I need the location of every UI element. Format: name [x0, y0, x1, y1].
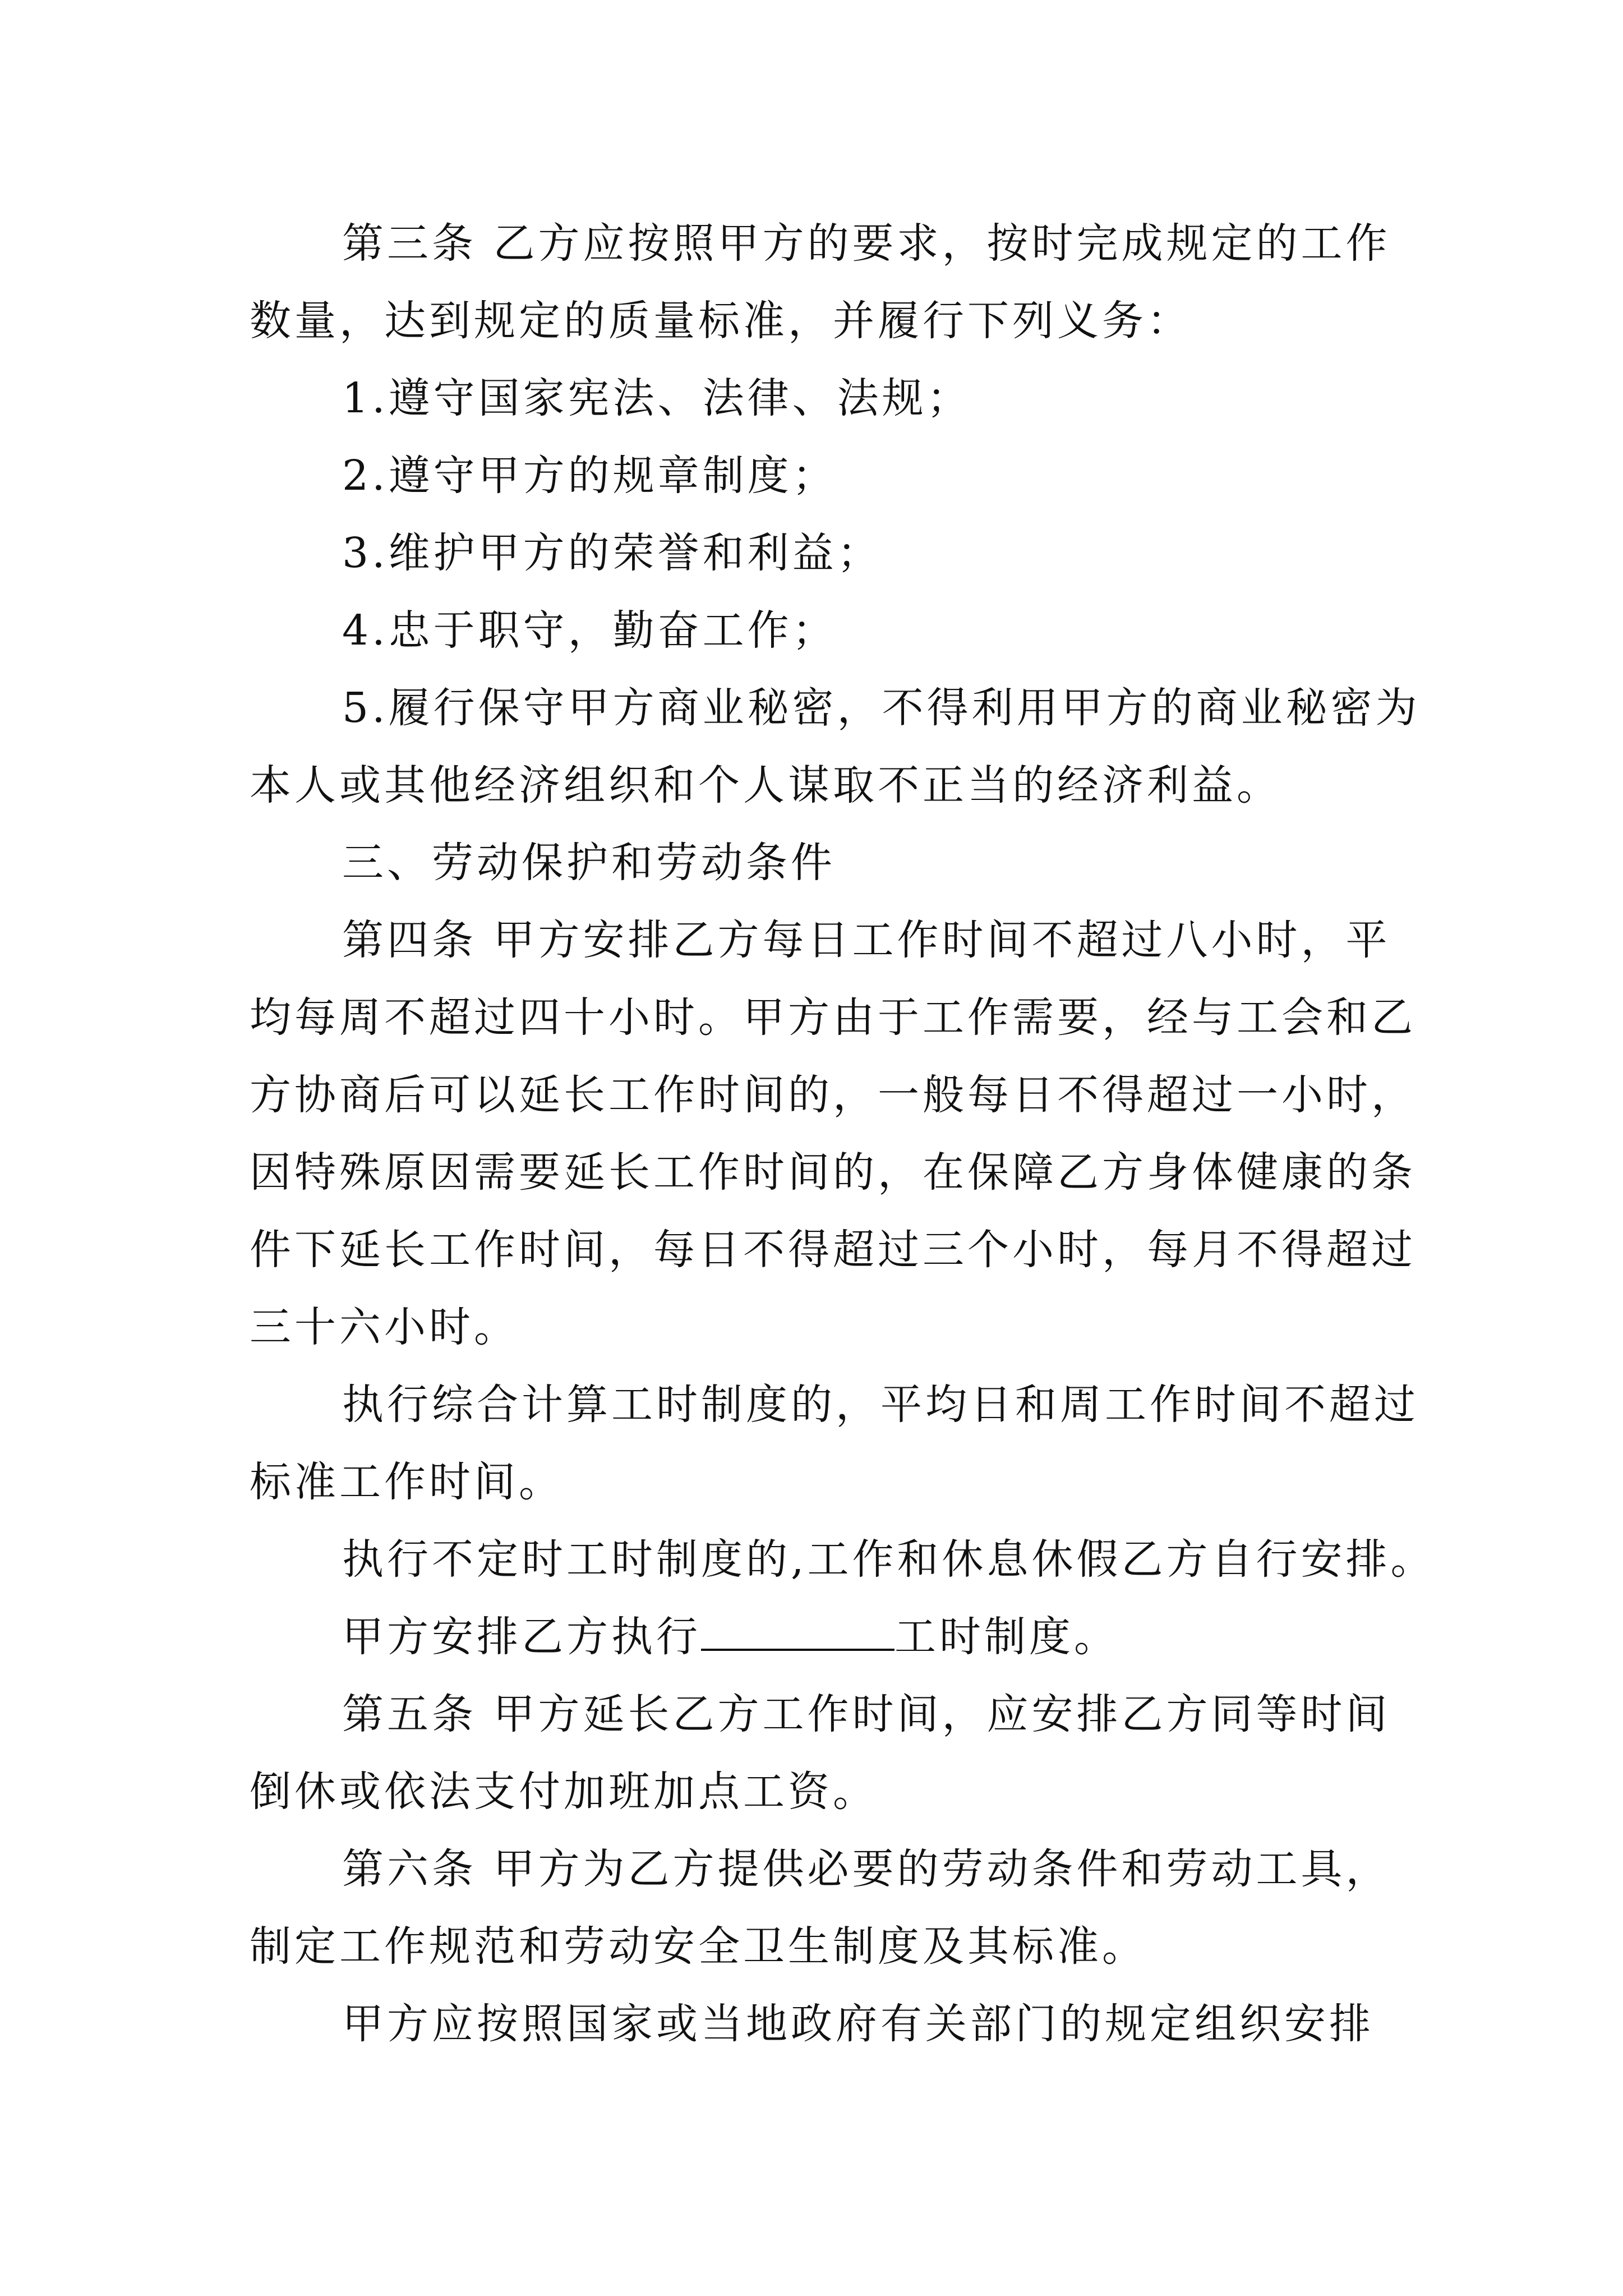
article-4-line-1: 第四条 甲方安排乙方每日工作时间不超过八小时，平 [342, 916, 1391, 964]
obligation-item-3: 3.维护甲方的荣誉和利益； [342, 529, 882, 577]
comprehensive-hours-line-2: 标准工作时间。 [250, 1458, 564, 1506]
article-3-line-1: 第三条 乙方应按照甲方的要求，按时完成规定的工作 [342, 219, 1391, 268]
article-6-line-3: 甲方应按照国家或当地政府有关部门的规定组织安排 [342, 2000, 1374, 2048]
article-4-line-6: 三十六小时。 [250, 1303, 519, 1351]
article-6-line-1: 第六条 甲方为乙方提供必要的劳动条件和劳动工具， [342, 1845, 1391, 1893]
article-6-line-2: 制定工作规范和劳动安全卫生制度及其标准。 [250, 1922, 1147, 1971]
article-4-line-2: 均每周不超过四十小时。甲方由于工作需要，经与工会和乙 [250, 993, 1416, 1042]
comprehensive-hours-line-1: 执行综合计算工时制度的，平均日和周工作时间不超过 [342, 1381, 1419, 1429]
hours-system-prefix: 甲方安排乙方执行 [342, 1613, 701, 1661]
article-5-line-1: 第五条 甲方延长乙方工作时间，应安排乙方同等时间 [342, 1690, 1391, 1738]
article-3-line-2: 数量，达到规定的质量标准，并履行下列义务： [250, 297, 1192, 345]
section-heading-labor-protection: 三、劳动保护和劳动条件 [342, 839, 836, 887]
hours-system-fill-line [342, 1609, 1119, 1665]
article-4-line-5: 件下延长工作时间，每日不得超过三个小时，每月不得超过 [250, 1226, 1416, 1274]
article-4-line-4: 因特殊原因需要延长工作时间的，在保障乙方身体健康的条 [250, 1148, 1416, 1197]
flexible-hours-line: 执行不定时工时制度的,工作和休息休假乙方自行安排。 [342, 1535, 1436, 1584]
obligation-item-5-line-2: 本人或其他经济组织和个人谋取不正当的经济利益。 [250, 761, 1281, 809]
obligation-item-2: 2.遵守甲方的规章制度； [342, 452, 837, 500]
hours-system-suffix: 工时制度。 [895, 1613, 1119, 1661]
hours-system-blank [701, 1615, 895, 1651]
article-4-line-3: 方协商后可以延长工作时间的，一般每日不得超过一小时， [250, 1071, 1416, 1119]
obligation-item-5-line-1: 5.履行保守甲方商业秘密，不得利用甲方的商业秘密为 [342, 684, 1421, 732]
obligation-item-4: 4.忠于职守，勤奋工作； [342, 606, 837, 655]
article-5-line-2: 倒休或依法支付加班加点工资。 [250, 1768, 878, 1816]
obligation-item-1: 1.遵守国家宪法、法律、法规； [342, 374, 972, 422]
